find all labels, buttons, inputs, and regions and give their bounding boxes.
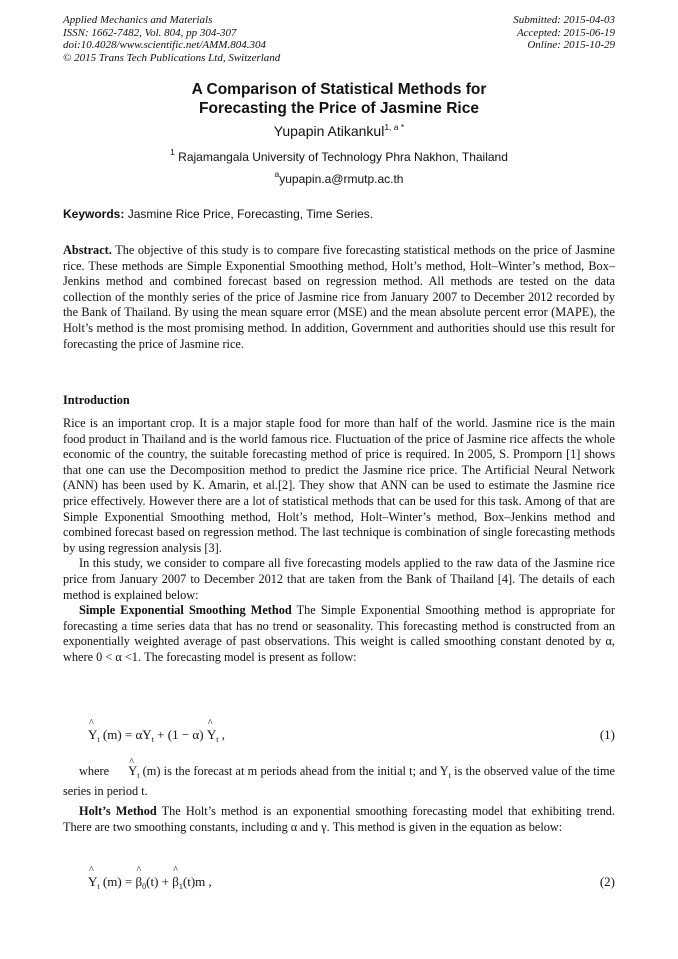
- eq1-rhs2: + (1 − α): [153, 727, 204, 742]
- holt-method-text: The Holt’s method is an exponential smoothing forecasting model that exhibiting trend. There are two smoothing constants, including α and γ. This method is given in the equation as below:: [63, 804, 615, 834]
- introduction-body: [63, 416, 615, 666]
- hat-y-4: ^ Y: [88, 874, 97, 890]
- equation-2-number: (2): [599, 874, 615, 889]
- eq1-expl-arg: (m): [142, 764, 161, 778]
- journal-issn: ISSN: 1662-7482, Vol. 804, pp 304-307: [63, 26, 237, 39]
- email-text: yupapin.a@rmutp.ac.th: [279, 172, 404, 186]
- eq2-b0-arg: (t): [146, 874, 159, 889]
- hat-y-3: ^ Y: [112, 764, 137, 780]
- abstract-text: The objective of this study is to compare five forecasting statistical methods on the price of Jasmine rice. These methods are Simple Exponential Smoothing method, Holt’s method, Holt–Winter’s method, Box–Jenkins method and combined forecast based on regression method. All methods are tested on the data collection of the monthly series of the price of Jasmine rice from January 2007 to December 2012 recorded by the Bank of Thailand. By using the mean square error (MSE) and the mean absolute percent error (MAPE), the Holt’s method is the most promising method. In addition, Government and authorities should use this result for forecasting the price of Jasmine rice.: [63, 243, 615, 351]
- ses-method-label: Simple Exponential Smoothing Method: [79, 603, 292, 618]
- abstract-label: Abstract.: [63, 243, 112, 257]
- equation-2-body: [88, 874, 212, 891]
- eq1-expl-post2: is the observed value of the time series in period t.: [63, 764, 615, 798]
- journal-copyright: © 2015 Trans Tech Publications Ltd, Switzerland: [63, 51, 281, 64]
- eq2-eq: =: [121, 874, 136, 889]
- online-date: Online: 2015-10-29: [527, 39, 615, 51]
- paper-title: [0, 80, 678, 118]
- accepted-date: Accepted: 2015-06-19: [516, 26, 615, 39]
- eq2-b1-arg: (t)m ,: [182, 874, 212, 889]
- email-mark: a: [274, 169, 280, 179]
- eq1-tail: ,: [218, 727, 225, 742]
- intro-paragraph-2: In this study, we consider to compare all five forecasting models applied to the raw data of the Jasmine rice price from January 2007 to December 2012 that are taken from the Bank of Thailand [4]. The details of each method is explained below:: [63, 556, 615, 602]
- keywords: [63, 207, 615, 221]
- equation-1: [88, 727, 615, 749]
- paper-title-line-1: A Comparison of Statistical Methods for: [191, 81, 487, 98]
- author: [0, 123, 678, 139]
- equation-1-number: (1): [599, 727, 615, 742]
- author-marks: 1, a *: [384, 122, 405, 132]
- paper-title-line-2: Forecasting the Price of Jasmine Rice: [199, 100, 479, 117]
- affiliation: [0, 147, 678, 164]
- journal-info: [63, 14, 280, 64]
- eq2-b0-sub: 0: [142, 882, 147, 891]
- equation-1-explanation: [63, 764, 615, 799]
- eq1-rhs: = αY: [124, 727, 152, 742]
- submitted-date: Submitted: 2015-04-03: [513, 14, 615, 26]
- author-name: Yupapin Atikankul: [273, 123, 385, 139]
- holt-method-paragraph: [63, 804, 615, 835]
- eq1-expl-sub2: t: [448, 771, 451, 780]
- journal-name: Applied Mechanics and Materials: [63, 14, 213, 26]
- journal-doi: doi:10.4028/www.scientific.net/AMM.804.304: [63, 39, 266, 51]
- abstract: [63, 243, 615, 352]
- ses-method-text: The Simple Exponential Smoothing method is appropriate for forecasting a time series data that has no trend or seasonality. This forecasting method is constructed from an exponentially weighted average of past observations. This weight is called smoothing constant denoted by α, where 0 < α <1. The forecasting model is present as follow:: [63, 603, 616, 664]
- intro-paragraph-3: [63, 603, 615, 665]
- eq1-expl-pre: where: [79, 764, 110, 778]
- eq2-arg: (m): [102, 874, 122, 889]
- eq2-sub: t: [97, 882, 100, 891]
- hat-beta-0: ^ β: [136, 874, 143, 890]
- intro-paragraph-1: Rice is an important crop. It is a major staple food for more than half of the world. Jasmine rice is the main food product in Thailand and is the world famous rice. Fluctuation of the price of Jasmine rice affects the whole economic of the country, the suitable forecasting method of price is required. In 2005, S. Promporn [1] shows that one can use the Decomposition method to predict the Jasmine rice price. The Artificial Neural Network (ANN) has been used by K. Amarin, et al.[2]. They show that ANN can be used to estimate the Jasmine rice price effectively. However there are a lot of statistical methods that can be used for this task. Among of that are Simple Exponential Smoothing method, Holt’s method, Holt–Winter’s method, Box–Jenkins method and combined forecast based on regression method. The last technique is combination of single forecasting methods by using regression analysis [3].: [63, 416, 615, 555]
- eq1-rhs-sub: t: [151, 735, 154, 744]
- equation-1-body: [88, 727, 225, 744]
- hat-y-2: ^ Y: [207, 727, 216, 743]
- eq2-plus: +: [158, 874, 173, 889]
- eq1-expl-post: is the forecast at m periods ahead from the initial t; and Y: [160, 764, 449, 778]
- email: [0, 169, 678, 186]
- submission-dates: [513, 14, 615, 52]
- holt-method-label: Holt’s Method: [79, 804, 157, 818]
- equation-2: [88, 874, 615, 896]
- affiliation-text: Rajamangala University of Technology Phra Nakhon, Thailand: [178, 150, 508, 164]
- eq1-rhs-sub2: t: [216, 735, 219, 744]
- keywords-text: Jasmine Rice Price, Forecasting, Time Series.: [127, 207, 374, 221]
- eq2-b1-sub: 1: [178, 882, 183, 891]
- eq1-sub: t: [97, 735, 100, 744]
- affiliation-mark: 1: [170, 147, 175, 157]
- hat-y: ^ Y: [88, 727, 97, 743]
- eq1-expl-sub: t: [137, 771, 140, 780]
- keywords-label: Keywords:: [63, 207, 125, 221]
- eq1-arg: (m): [102, 727, 122, 742]
- section-heading-introduction: Introduction: [63, 393, 130, 407]
- hat-beta-1: ^ β: [172, 874, 179, 890]
